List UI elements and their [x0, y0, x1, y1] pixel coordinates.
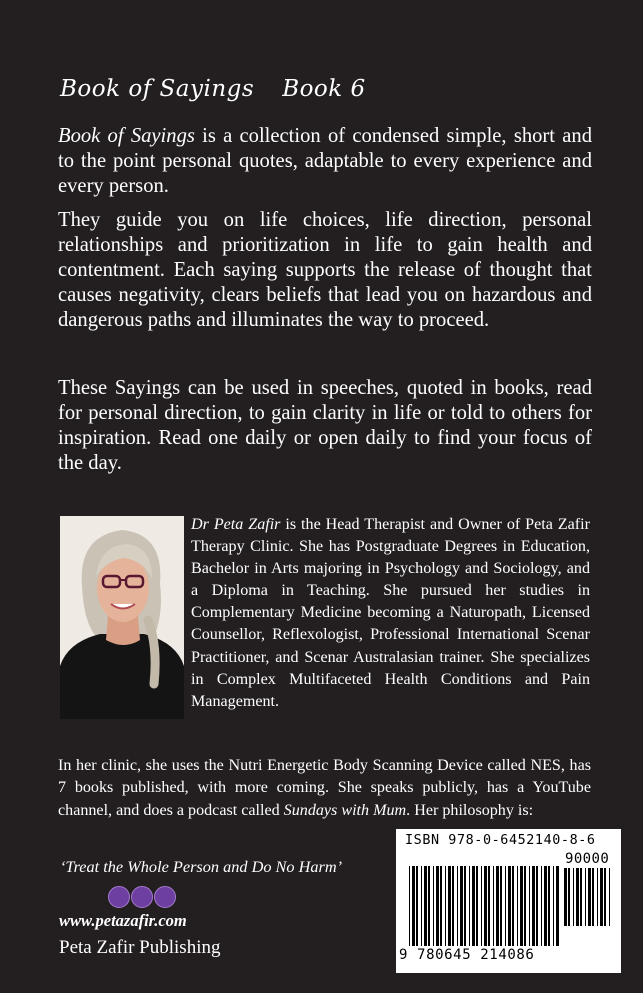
- barcode-bar: [568, 868, 570, 926]
- barcode-bar: [600, 868, 603, 926]
- podcast-name: Sundays with Mum: [283, 801, 407, 819]
- barcode-bar: [428, 866, 430, 946]
- barcode-bars: [409, 866, 561, 946]
- barcode-bar: [448, 866, 451, 946]
- barcode-bar: [505, 866, 506, 946]
- barcode-bar: [452, 866, 454, 946]
- barcode-bar: [524, 866, 526, 946]
- author-clinic-paragraph: [58, 755, 591, 822]
- barcode-bar: [469, 866, 470, 946]
- barcode-bar: [580, 868, 582, 926]
- barcode-bar: [529, 866, 530, 946]
- barcode-bar: [541, 866, 542, 946]
- clinic-text-1: In her clinic, she uses the Nutri Energetic Body Scanning Device called NES, has 7 books published, with more coming. She speaks publicly, has a YouTube channel, and does a podcast called: [58, 757, 591, 819]
- logo-circle: [154, 886, 176, 908]
- barcode-bar: [433, 866, 434, 946]
- website-link[interactable]: www.petazafir.com: [59, 911, 187, 930]
- author-bio-text: is the Head Therapist and Owner of Peta Zafir Therapy Clinic. She has Postgraduate Degrees in Education, Bachelor in Arts majoring in Psychology and Sociology, and a Diploma in Teaching. She pursued her studies in Complementary Medicine becoming a Naturopath, Licensed Counsellor, Reflexologist, Professional International Scenar Practitioner, and Scenar Australasian trainer. She specializes in Complex Multifaceted Health Conditions and Pain Management.: [191, 516, 590, 710]
- barcode-bar: [512, 866, 514, 946]
- barcode-bar: [564, 868, 567, 926]
- blurb-paragraph-1-text: is a collection of condensed simple, short and to the point personal quotes, adaptable to every experience and every person.: [58, 125, 592, 197]
- author-name: Dr Peta Zafir: [191, 516, 281, 533]
- publisher-logo: [108, 886, 176, 908]
- barcode-bar: [457, 866, 458, 946]
- logo-circle: [131, 886, 153, 908]
- barcode-bar: [597, 868, 598, 926]
- barcode-bar: [436, 866, 439, 946]
- barcode-bar: [520, 866, 523, 946]
- barcode-bar: [476, 866, 478, 946]
- barcode-bar: [573, 868, 574, 926]
- barcode-bar: [532, 866, 535, 946]
- blurb-paragraph-1: [58, 124, 592, 199]
- barcode-bar: [416, 866, 418, 946]
- book-number: Book 6: [282, 76, 366, 102]
- barcode-bar: [409, 866, 410, 946]
- isbn-barcode: [396, 829, 621, 973]
- barcode-bar: [576, 868, 579, 926]
- barcode-bar: [588, 868, 591, 926]
- barcode-bar: [548, 866, 550, 946]
- barcode-bar: [484, 866, 487, 946]
- barcode-bar: [544, 866, 547, 946]
- price-code: 90000: [565, 851, 610, 867]
- barcode-bar: [536, 866, 538, 946]
- clinic-text-2: . Her philosophy is:: [406, 801, 534, 819]
- barcode-bar: [604, 868, 606, 926]
- barcode-bar: [508, 866, 511, 946]
- series-name: Book of Sayings: [60, 76, 255, 102]
- logo-circle: [108, 886, 130, 908]
- barcode-bar: [424, 866, 427, 946]
- series-title: [60, 76, 366, 102]
- blurb-paragraph-3: These Sayings can be used in speeches, quoted in books, read for personal direction, to gain clarity in life or told to others for inspiration. Read one daily or open daily to find your focus of the day.: [58, 377, 592, 474]
- isbn-label: ISBN 978-0-6452140-8-6: [405, 833, 596, 848]
- barcode-digits: 9 780645 214086: [399, 947, 535, 963]
- barcode-bar: [553, 866, 554, 946]
- book-title-inline: Book of Sayings: [58, 125, 195, 147]
- barcode-bar: [493, 866, 494, 946]
- barcode-bar: [500, 866, 502, 946]
- barcode-bar: [472, 866, 475, 946]
- author-bio: [191, 514, 590, 713]
- barcode-bar: [585, 868, 586, 926]
- barcode-bar: [445, 866, 446, 946]
- barcode-bar: [440, 866, 442, 946]
- barcode-bar: [481, 866, 482, 946]
- author-photo: [60, 516, 184, 719]
- philosophy-quote: ‘Treat the Whole Person and Do No Harm’: [60, 857, 343, 876]
- barcode-bar: [496, 866, 499, 946]
- publisher-name: Peta Zafir Publishing: [59, 937, 221, 958]
- price-barcode-bars: [564, 868, 616, 926]
- barcode-bar: [592, 868, 594, 926]
- barcode-bar: [464, 866, 466, 946]
- barcode-bar: [488, 866, 490, 946]
- barcode-bar: [412, 866, 415, 946]
- barcode-bar: [460, 866, 463, 946]
- barcode-bar: [421, 866, 422, 946]
- barcode-bar: [517, 866, 518, 946]
- barcode-bar: [609, 868, 610, 926]
- barcode-bar: [556, 866, 559, 946]
- blurb-paragraph-2: They guide you on life choices, life direction, personal relationships and prioritization in life to gain health and contentment. Each saying supports the release of thought that causes negativity, clears beliefs that lead you on hazardous and dangerous paths and illuminates the way to proceed.: [58, 209, 592, 331]
